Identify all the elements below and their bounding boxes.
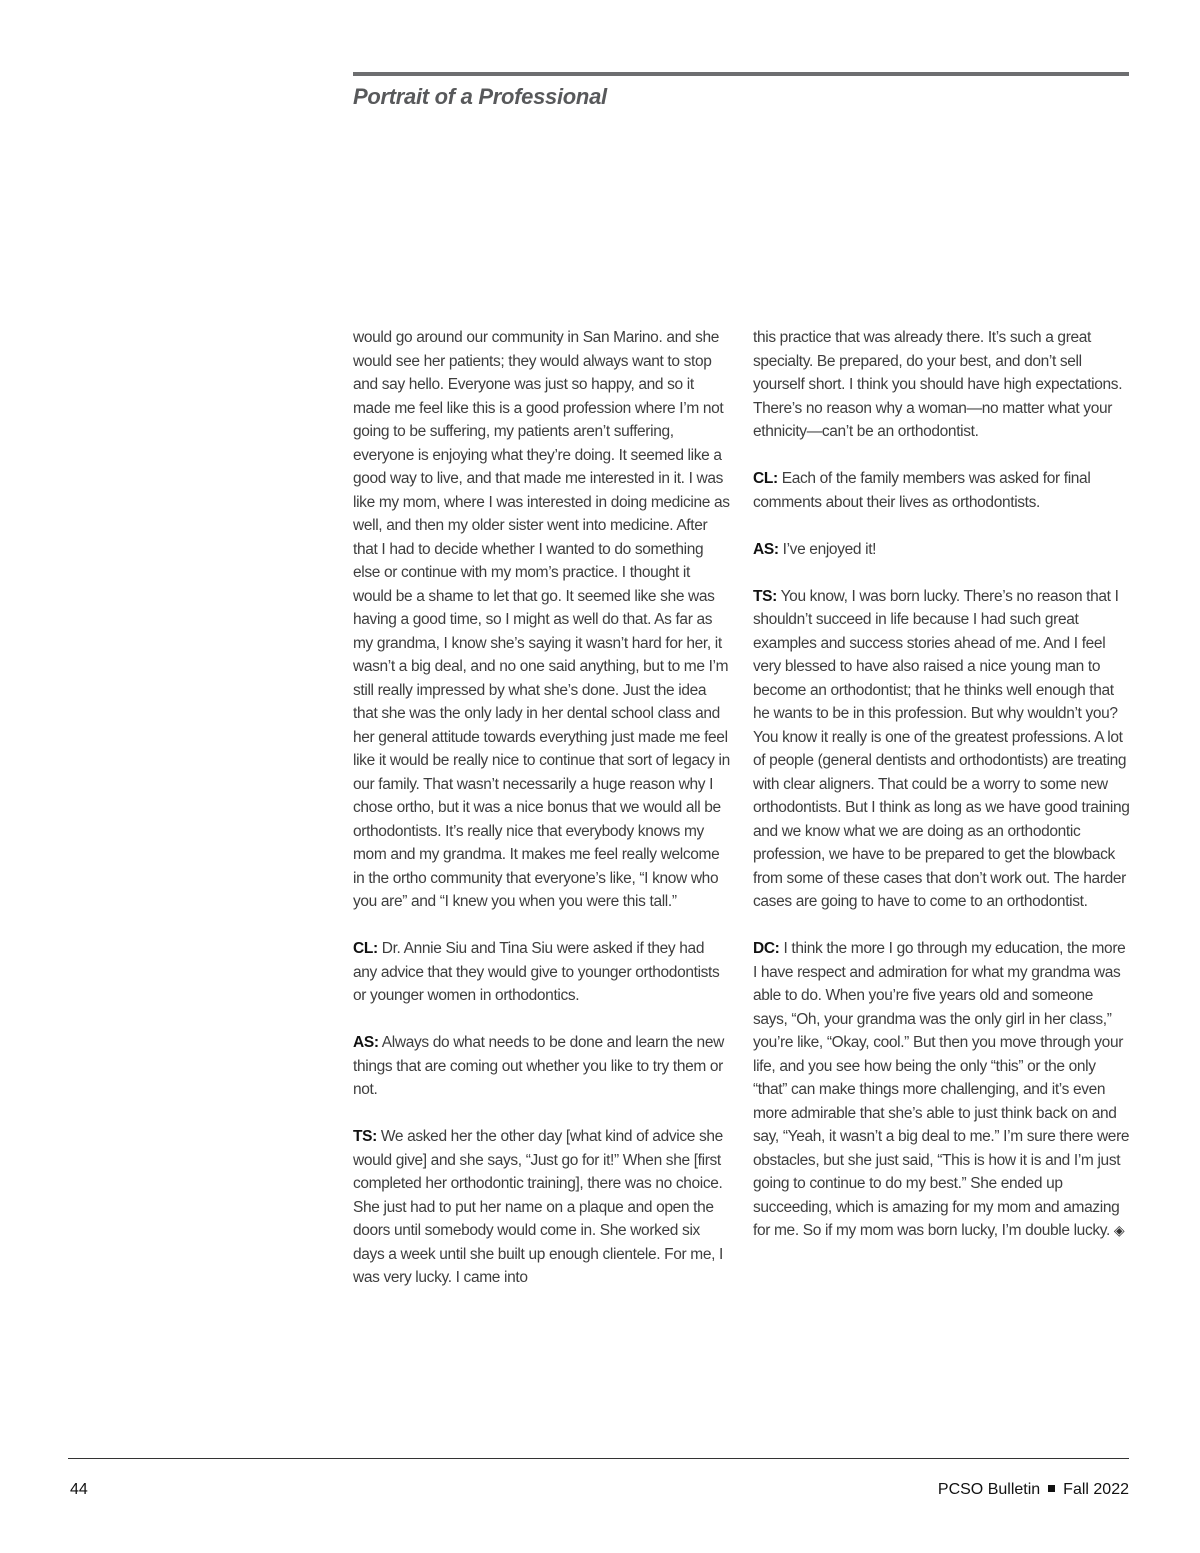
paragraph-text: Always do what needs to be done and learn the new things that are coming out whether you like to try them or not.	[353, 1034, 724, 1098]
speaker-label: AS:	[353, 1034, 379, 1051]
paragraph-text: would go around our community in San Marino. and she would see her patients; they would always want to stop and say hello. Everyone was just so happy, and so it made me feel like this is a good profession where I’m not going to be suffering, my patients aren’t suffering, everyone is enjoying what they’re doing. It seemed like a good way to live, and that made me interested in it. I was like my mom, where I was interested in doing medicine as well, and then my older sister went into medicine. After that I had to decide whether I wanted to do something else or continue with my mom’s practice. I thought it would be a shame to let that go. It seemed like she was having a good time, so I might as well do that. As far as my grandma, I know she’s saying it wasn’t hard for her, it wasn’t a big deal, and no one said anything, but to me I’m still really impressed by what she’s done. Just the idea that she was the only lady in her dental school class and her general attitude towards everything just made me feel like it would be really nice to continue that sort of legacy in our family. That wasn’t necessarily a huge reason why I chose ortho, but it was a nice bonus that we would all be orthodontists. It’s really nice that everybody knows my mom and my grandma. It makes me feel really welcome in the ortho community that everyone’s like, “I know who you are” and “I knew you when you were this tall.”	[353, 329, 730, 910]
paragraph	[753, 585, 1131, 914]
section-title: Portrait of a Professional	[353, 84, 607, 109]
paragraph-text: I think the more I go through my education, the more I have respect and admiration for what my grandma was able to do. When you’re five years old and someone says, “Oh, your grandma was the only girl in her class,” you’re like, “Okay, cool.” But then you move through your life, and you see how being the only “this” or the only “that” can make things more challenging, and it’s even more admirable that she’s able to just think back on and say, “Yeah, it wasn’t a big deal to me.” I’m sure there were obstacles, but she just said, “This is how it is and I’m just going to continue to do my best.” She ended up succeeding, which is amazing for my mom and amazing for me. So if my mom was born lucky, I’m double lucky.	[753, 940, 1130, 1239]
header-rule	[353, 72, 1129, 76]
paragraph-text: this practice that was already there. It’s such a great specialty. Be prepared, do your best, and don’t sell yourself short. I think you should have high expectations. There’s no reason why a woman—no matter what your ethnicity—can’t be an orthodontist.	[753, 329, 1123, 440]
paragraph-text: We asked her the other day [what kind of advice she would give] and she says, “Just go for it!” When she [first completed her orthodontic training], there was no choice. She just had to put her name on a plaque and open the doors until somebody would come in. She worked six days a week until she built up enough clientele. For me, I was very lucky. I came into	[353, 1128, 724, 1286]
speaker-label: CL:	[753, 470, 778, 487]
speaker-label: TS:	[753, 587, 777, 605]
paragraph	[353, 937, 731, 1008]
paragraph	[353, 1031, 731, 1102]
paragraph-text: Dr. Annie Siu and Tina Siu were asked if they had any advice that they would give to younger orthodontists or younger women in orthodontics.	[353, 940, 720, 1004]
speaker-label: AS:	[753, 540, 779, 558]
running-footer	[938, 1481, 1129, 1499]
text-column-left	[353, 326, 731, 1313]
speaker-label: DC:	[753, 940, 780, 957]
paragraph	[753, 538, 1131, 562]
paragraph-text: Each of the family members was asked for final comments about their lives as orthodontists.	[753, 470, 1091, 511]
footer-rule	[68, 1458, 1129, 1459]
paragraph	[753, 467, 1131, 514]
paragraph-text: You know, I was born lucky. There’s no reason that I shouldn’t succeed in life because I had such great examples and success stories ahead of me. And I feel very blessed to have also raised a nice young man to become an orthodontist; that he thinks well enough that he wants to be in this profession. But why wouldn’t you? You know it really is one of the greatest professions. A lot of people (general dentists and orthodontists) are treating with clear aligners. That could be a worry to some new orthodontists. But I think as long as we have good training and we know what we are doing as an orthodontic profession, we have to be prepared to get the blowback from some of these cases that don’t work out. The harder cases are going to have to come to an orthodontist.	[753, 587, 1130, 910]
paragraph	[353, 1125, 731, 1290]
speaker-label: TS:	[353, 1128, 377, 1145]
issue-label: Fall 2022	[1063, 1481, 1129, 1498]
paragraph-text: I’ve enjoyed it!	[782, 540, 877, 558]
publication-name: PCSO Bulletin	[937, 1481, 1041, 1498]
paragraph	[753, 937, 1131, 1243]
paragraph	[753, 326, 1131, 444]
text-column-right	[753, 326, 1131, 1266]
end-of-article-icon: ◈	[1113, 1222, 1125, 1238]
page-number: 44	[70, 1481, 88, 1498]
paragraph	[353, 326, 731, 914]
speaker-label: CL:	[353, 940, 378, 957]
square-separator-icon	[1048, 1485, 1055, 1492]
